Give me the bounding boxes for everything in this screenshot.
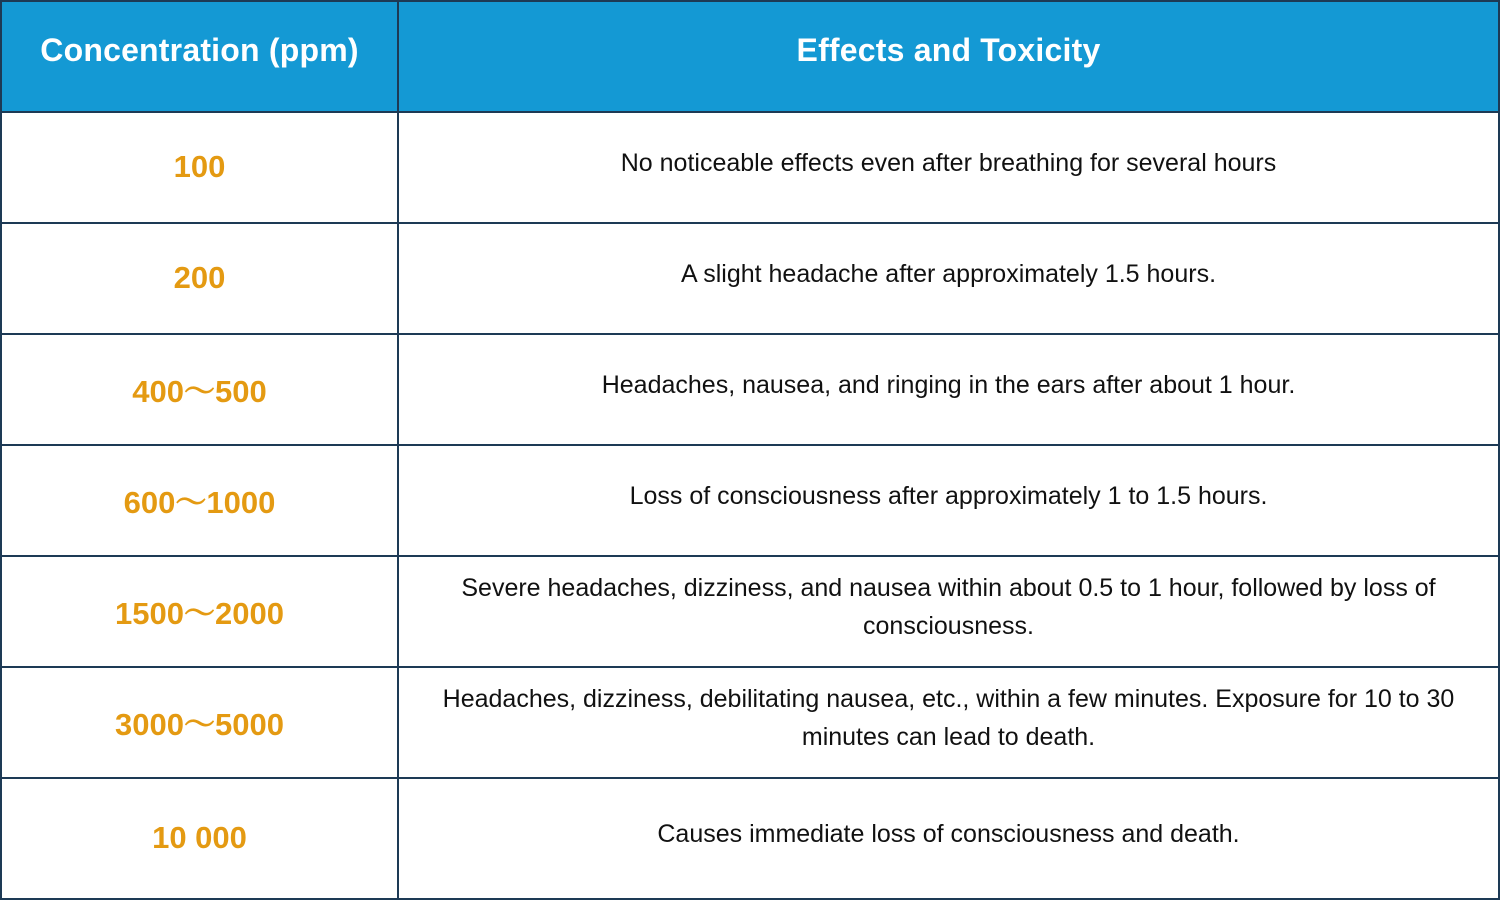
effect-text: A slight headache after approximately 1.5 hours. (680, 259, 1217, 288)
header-concentration-label: Concentration (ppm) (40, 32, 359, 68)
table-row-concentration (2, 446, 399, 557)
table-row-concentration (2, 668, 399, 779)
effect-text: Loss of consciousness after approximately 1 to 1.5 hours. (629, 481, 1268, 510)
header-effects (399, 2, 1498, 113)
concentration-value: 10 000 (152, 819, 247, 855)
concentration-value: 600〜1000 (123, 485, 276, 520)
header-concentration (2, 2, 399, 113)
table-row-concentration (2, 113, 399, 224)
table-row-effect (399, 113, 1498, 224)
table-row-concentration (2, 335, 399, 446)
effect-text: Headaches, nausea, and ringing in the ears after about 1 hour. (601, 370, 1296, 399)
effect-text: Headaches, dizziness, debilitating nausea, etc., within a few minutes. Exposure for 10 to 30 minutes can lead to death. (442, 684, 1455, 751)
concentration-value: 1500〜2000 (115, 596, 284, 631)
table-row-concentration (2, 779, 399, 898)
table-row-effect (399, 557, 1498, 668)
table-row-effect (399, 779, 1498, 898)
effect-text: Severe headaches, dizziness, and nausea within about 0.5 to 1 hour, followed by loss of consciousness. (461, 573, 1436, 640)
table-row-effect (399, 335, 1498, 446)
table-row-concentration (2, 557, 399, 668)
table-row-concentration (2, 224, 399, 335)
concentration-value: 200 (173, 259, 226, 295)
concentration-value: 3000〜5000 (115, 707, 284, 742)
effect-text: Causes immediate loss of consciousness and death. (657, 819, 1240, 848)
concentration-value: 100 (173, 148, 226, 184)
effect-text: No noticeable effects even after breathing for several hours (620, 148, 1277, 177)
table-row-effect (399, 668, 1498, 779)
header-effects-label: Effects and Toxicity (796, 32, 1101, 68)
table-row-effect (399, 446, 1498, 557)
table-row-effect (399, 224, 1498, 335)
concentration-value: 400〜500 (132, 374, 267, 409)
